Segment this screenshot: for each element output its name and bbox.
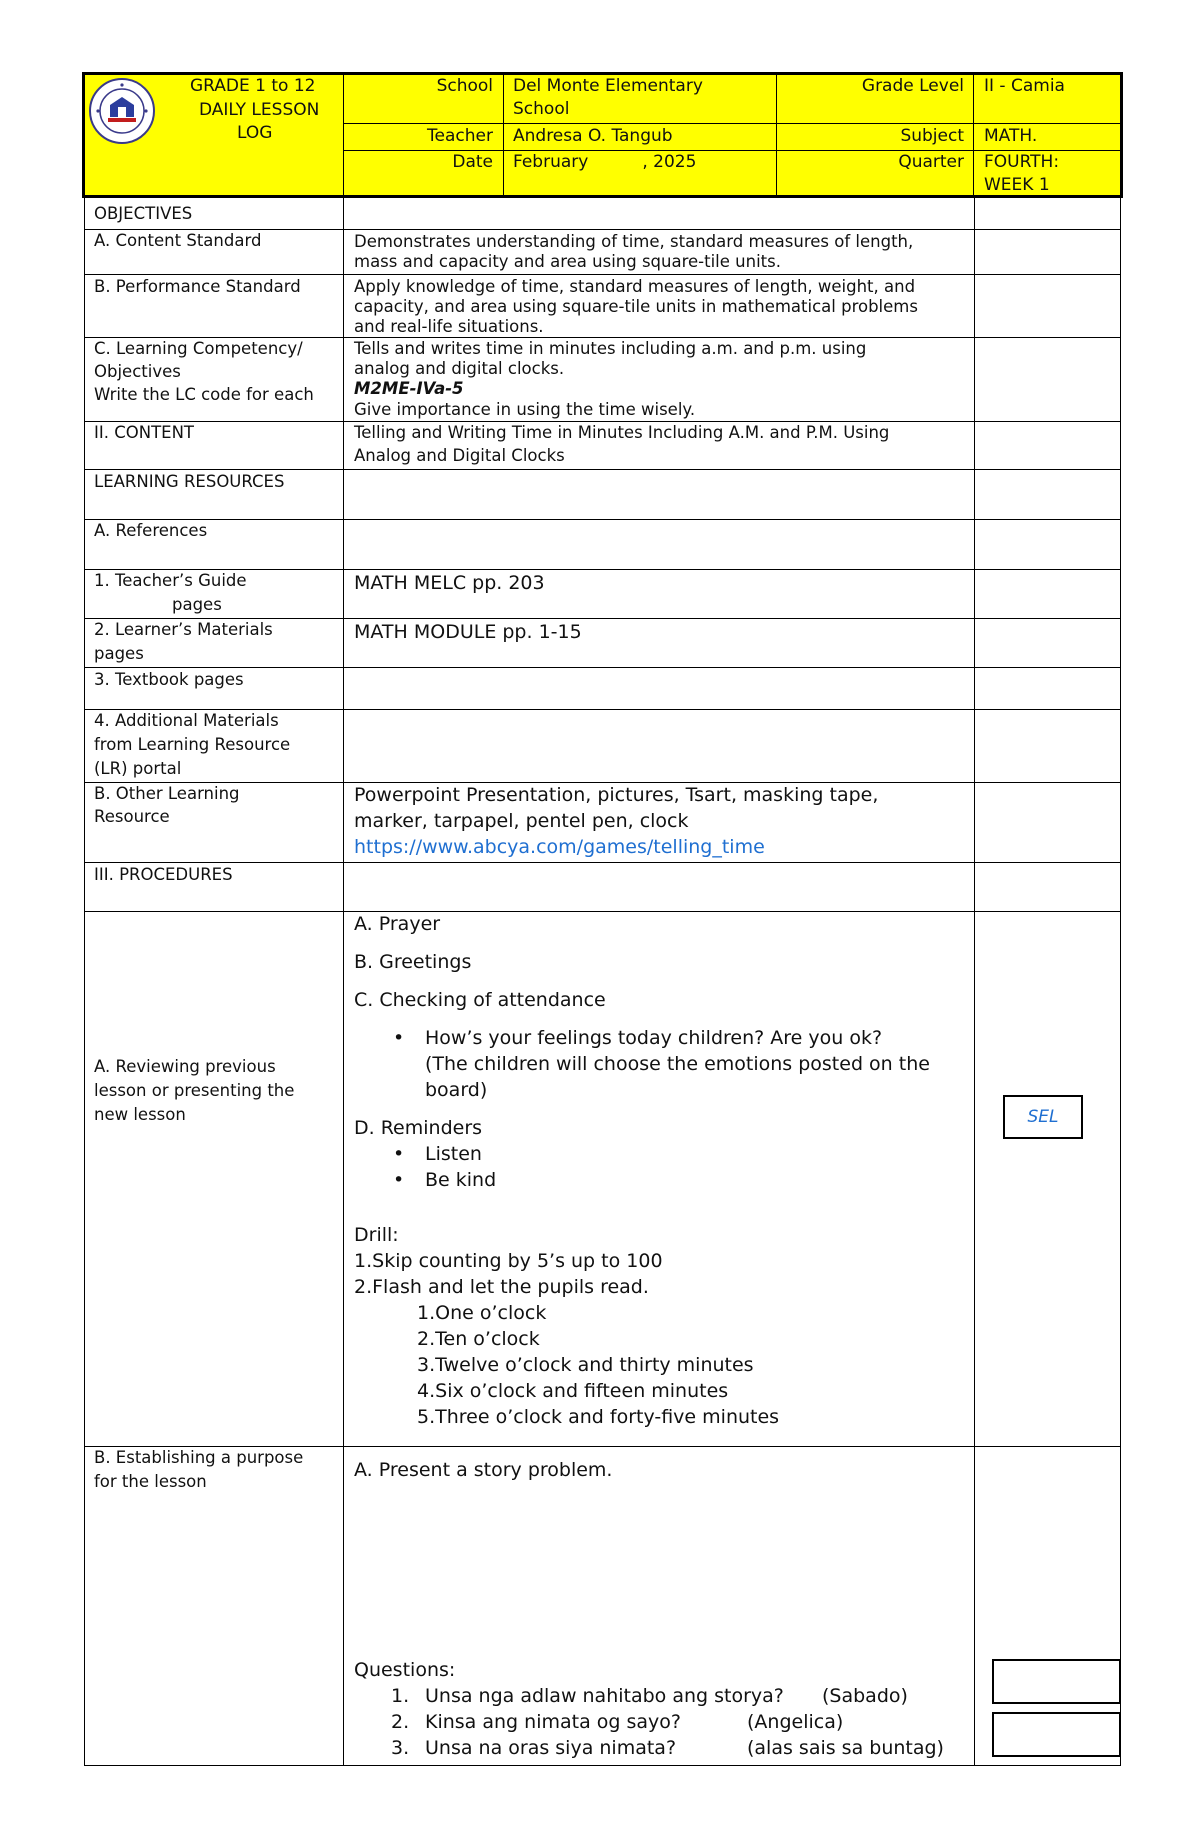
school-value-line2: School xyxy=(513,99,570,119)
quarter-value-line2: WEEK 1 xyxy=(984,175,1050,195)
lc-label-line1: C. Learning Competency/ xyxy=(94,339,303,358)
lm-label-line1: 2. Learner’s Materials xyxy=(94,620,273,639)
content-standard-label: A. Content Standard xyxy=(94,231,262,250)
drill-item: 3.Twelve o’clock and thirty minutes xyxy=(417,1354,754,1376)
bullet-icon: • xyxy=(393,1143,405,1165)
present-story-problem: A. Present a story problem. xyxy=(354,1459,613,1481)
content-standard-line2: mass and capacity and area using square-tile units. xyxy=(354,252,781,271)
references-label: A. References xyxy=(94,521,208,540)
procedures-heading: III. PROCEDURES xyxy=(94,865,233,884)
log-title-line1: GRADE 1 to 12 xyxy=(190,76,316,96)
empty-box xyxy=(992,1712,1121,1757)
question-text: Unsa nga adlaw nahitabo ang storya? xyxy=(425,1685,784,1707)
question-answer: (Sabado) xyxy=(822,1685,908,1707)
quarter-label: Quarter xyxy=(898,152,964,172)
quarter-value-line1: FOURTH: xyxy=(984,152,1060,172)
school-value-line1: Del Monte Elementary xyxy=(513,76,703,96)
textbook-label: 3. Textbook pages xyxy=(94,670,244,689)
lc-label-line3: Write the LC code for each xyxy=(94,385,314,404)
other-resource-line2: marker, tarpapel, pentel pen, clock xyxy=(354,810,689,832)
lc-label-line2: Objectives xyxy=(94,362,181,381)
drill-step-1: 1.Skip counting by 5’s up to 100 xyxy=(354,1250,663,1272)
sel-badge xyxy=(1003,1095,1083,1139)
teacher-value: Andresa O. Tangub xyxy=(513,126,673,146)
reminder-be-kind: Be kind xyxy=(425,1169,497,1191)
question-number: 2. xyxy=(391,1711,410,1733)
additional-label-line1: 4. Additional Materials xyxy=(94,711,279,730)
drill-step-2: 2.Flash and let the pupils read. xyxy=(354,1276,649,1298)
drill-item: 2.Ten o’clock xyxy=(417,1328,540,1350)
other-resource-line1: Powerpoint Presentation, pictures, Tsart, masking tape, xyxy=(354,784,879,806)
content-line1: Telling and Writing Time in Minutes Including A.M. and P.M. Using xyxy=(354,423,890,442)
bullet-icon: • xyxy=(393,1027,405,1049)
content-label: II. CONTENT xyxy=(94,423,194,442)
additional-label-line3: (LR) portal xyxy=(94,759,182,778)
grade-level-label: Grade Level xyxy=(861,76,964,96)
lc-line1: Tells and writes time in minutes including a.m. and p.m. using xyxy=(354,339,867,358)
bullet-icon: • xyxy=(393,1169,405,1191)
question-number: 1. xyxy=(391,1685,410,1707)
other-resource-label-line2: Resource xyxy=(94,807,170,826)
log-title-line3: LOG xyxy=(237,123,273,143)
other-resource-label-line1: B. Other Learning xyxy=(94,784,240,803)
review-label-line2: lesson or presenting the xyxy=(94,1081,295,1100)
questions-heading: Questions: xyxy=(354,1659,456,1681)
review-label-line1: A. Reviewing previous xyxy=(94,1057,276,1076)
tg-value: MATH MELC pp. 203 xyxy=(354,572,545,594)
objectives-heading: OBJECTIVES xyxy=(94,204,193,223)
subject-label: Subject xyxy=(900,126,964,146)
sel-badge-label: SEL xyxy=(1027,1107,1059,1127)
lc-line2: analog and digital clocks. xyxy=(354,359,565,378)
teacher-label: Teacher xyxy=(427,126,493,146)
deped-seal-icon xyxy=(88,77,156,145)
tg-label-line1: 1. Teacher’s Guide xyxy=(94,571,247,590)
reminders-item: D. Reminders xyxy=(354,1117,483,1139)
date-value: February , 2025 xyxy=(513,152,697,172)
additional-label-line2: from Learning Resource xyxy=(94,735,291,754)
greetings-item: B. Greetings xyxy=(354,951,472,973)
lc-value: Give importance in using the time wisely. xyxy=(354,400,696,419)
tg-label-line2: pages xyxy=(172,595,222,614)
grade-level-value: II - Camia xyxy=(984,76,1065,96)
performance-standard-line2: capacity, and area using square-tile units in mathematical problems xyxy=(354,297,918,316)
empty-box xyxy=(992,1659,1121,1704)
learning-resources-heading: LEARNING RESOURCES xyxy=(94,472,285,491)
feelings-line2: (The children will choose the emotions posted on the xyxy=(425,1053,930,1075)
question-answer: (alas sais sa buntag) xyxy=(747,1737,944,1759)
prayer-item: A. Prayer xyxy=(354,913,441,935)
table-left-border xyxy=(84,198,85,1766)
question-answer: (Angelica) xyxy=(747,1711,844,1733)
log-title-line2: DAILY LESSON xyxy=(199,100,320,120)
performance-standard-line1: Apply knowledge of time, standard measures of length, weight, and xyxy=(354,277,916,296)
feelings-line1: How’s your feelings today children? Are you ok? xyxy=(425,1027,883,1049)
reminder-listen: Listen xyxy=(425,1143,482,1165)
drill-item: 1.One o’clock xyxy=(417,1302,547,1324)
table-bottom-border xyxy=(84,1765,1120,1766)
content-line2: Analog and Digital Clocks xyxy=(354,446,565,465)
abcya-link[interactable]: https://www.abcya.com/games/telling_time xyxy=(354,836,765,858)
question-number: 3. xyxy=(391,1737,410,1759)
lm-value: MATH MODULE pp. 1-15 xyxy=(354,621,582,643)
subject-value: MATH. xyxy=(984,126,1038,146)
purpose-label-line1: B. Establishing a purpose xyxy=(94,1448,304,1467)
review-label-line3: new lesson xyxy=(94,1105,186,1124)
drill-heading: Drill: xyxy=(354,1224,399,1246)
drill-item: 5.Three o’clock and forty-five minutes xyxy=(417,1406,780,1428)
lm-label-line2: pages xyxy=(94,644,144,663)
purpose-label-line2: for the lesson xyxy=(94,1472,207,1491)
drill-item: 4.Six o’clock and fifteen minutes xyxy=(417,1380,729,1402)
school-label: School xyxy=(436,76,493,96)
attendance-item: C. Checking of attendance xyxy=(354,989,606,1011)
content-standard-line1: Demonstrates understanding of time, standard measures of length, xyxy=(354,232,914,251)
question-text: Kinsa ang nimata og sayo? xyxy=(425,1711,681,1733)
feelings-line3: board) xyxy=(425,1079,488,1101)
lc-code: M2ME-IVa-5 xyxy=(354,379,464,398)
question-text: Unsa na oras siya nimata? xyxy=(425,1737,677,1759)
performance-standard-line3: and real-life situations. xyxy=(354,317,544,336)
date-label: Date xyxy=(452,152,493,172)
performance-standard-label: B. Performance Standard xyxy=(94,277,301,296)
